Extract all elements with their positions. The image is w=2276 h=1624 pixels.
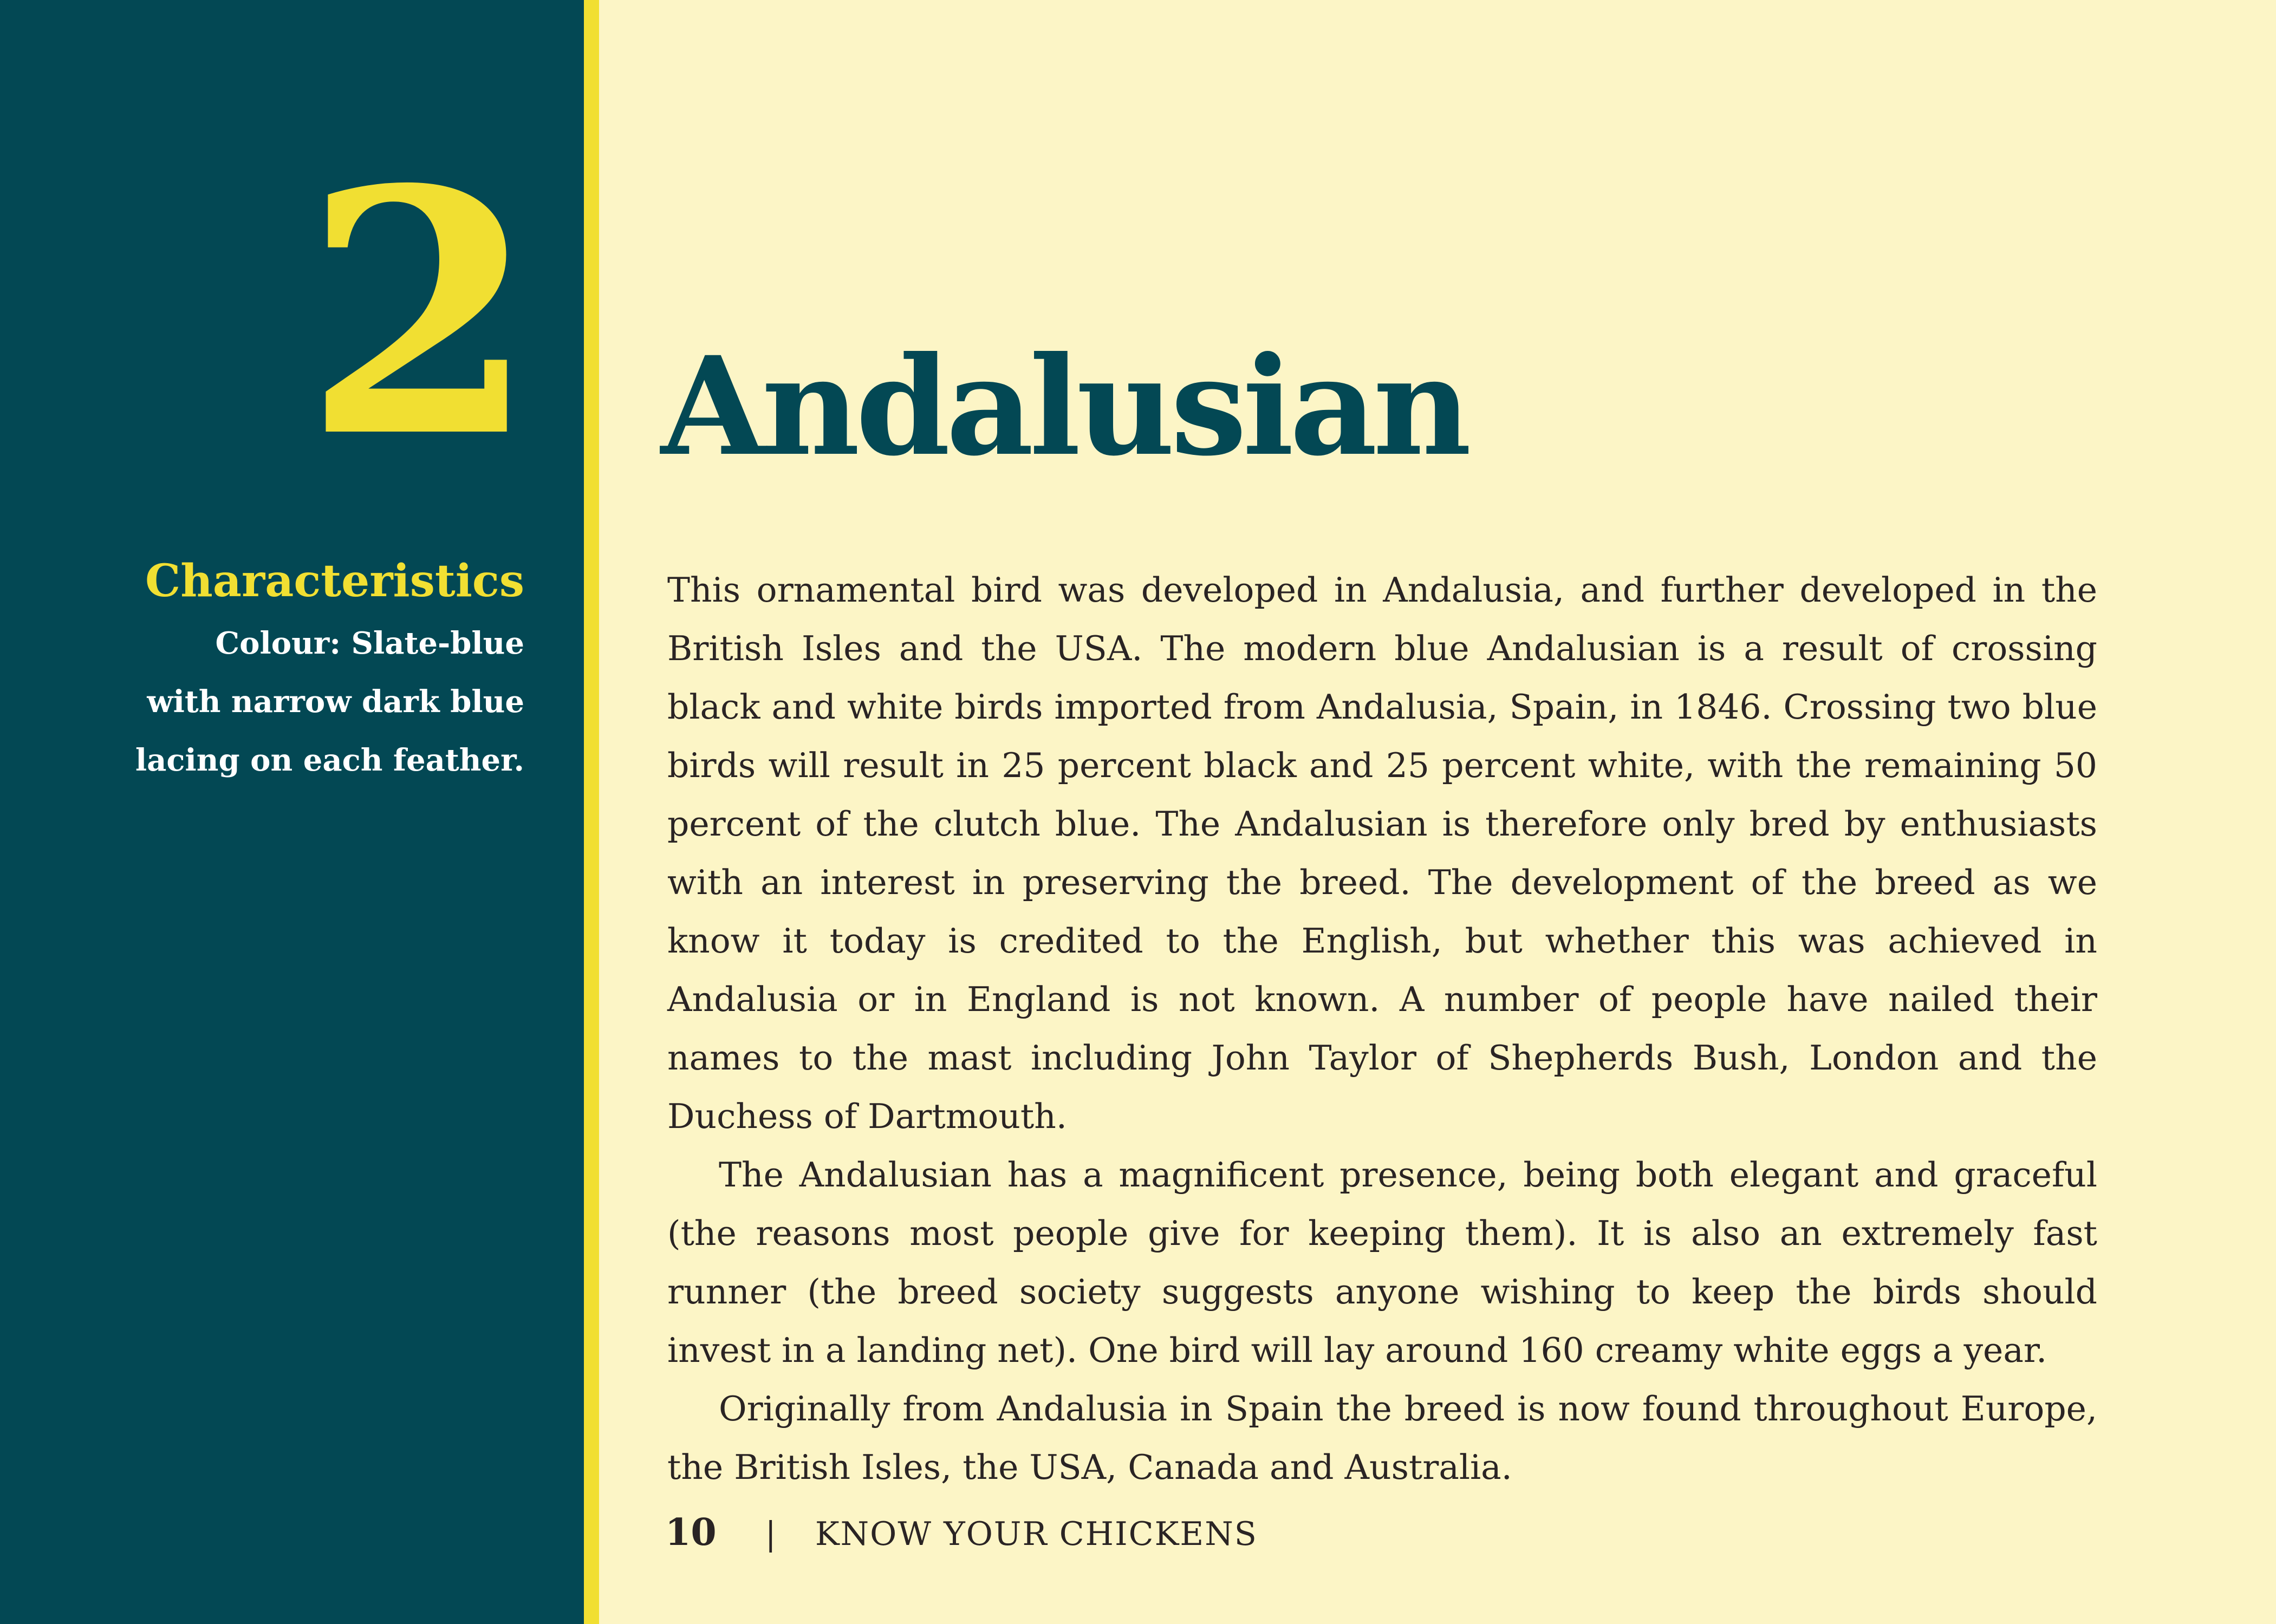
characteristics-description — [65, 614, 524, 790]
body-paragraph: This ornamental bird was developed in Andalusia, and further developed in the British Isles and the USA. The modern blue Andalusian is a result of crossing black and white birds imported from Andalusia, Spain, in 1846. Crossing two blue birds will result in 25 percent black and 25 percent white, with the remaining 50 percent of the clutch blue. The Andalusian is therefore only bred by enthusiasts with an interest in preserving the breed. The development of the breed as we know it today is credited to the English, but whether this was achieved in Andalusia or in England is not known. A number of people have nailed their names to the mast including John Taylor of Shepherds Bush, London and the Duchess of Dartmouth. — [667, 570, 2097, 1136]
running-title: KNOW YOUR CHICKENS — [815, 1515, 1258, 1553]
page-number: 10 — [665, 1511, 717, 1554]
sidebar-panel — [0, 0, 584, 1624]
chapter-number: 2 — [303, 117, 532, 511]
characteristics-box — [65, 551, 524, 790]
characteristics-line: Colour: Slate-blue — [215, 625, 524, 661]
body-text — [667, 561, 2097, 1497]
characteristics-line: with narrow dark blue — [147, 684, 524, 720]
body-paragraph: The Andalusian has a magnificent presence, being both elegant and graceful (the reasons most people give for keeping them). It is also an extremely fast runner (the breed society suggests anyone wishing to keep the birds should invest in a landing net). One bird will lay around 160 creamy white eggs a year. — [667, 1155, 2097, 1370]
accent-stripe — [584, 0, 599, 1624]
page-footer — [665, 1503, 1258, 1564]
footer-separator: | — [765, 1515, 776, 1553]
page-title: Andalusian — [661, 327, 1467, 486]
characteristics-line: lacing on each feather. — [135, 742, 524, 778]
characteristics-heading: Characteristics — [145, 555, 524, 607]
body-paragraph: Originally from Andalusia in Spain the breed is now found throughout Europe, the British Isles, the USA, Canada and Australia. — [667, 1389, 2097, 1487]
